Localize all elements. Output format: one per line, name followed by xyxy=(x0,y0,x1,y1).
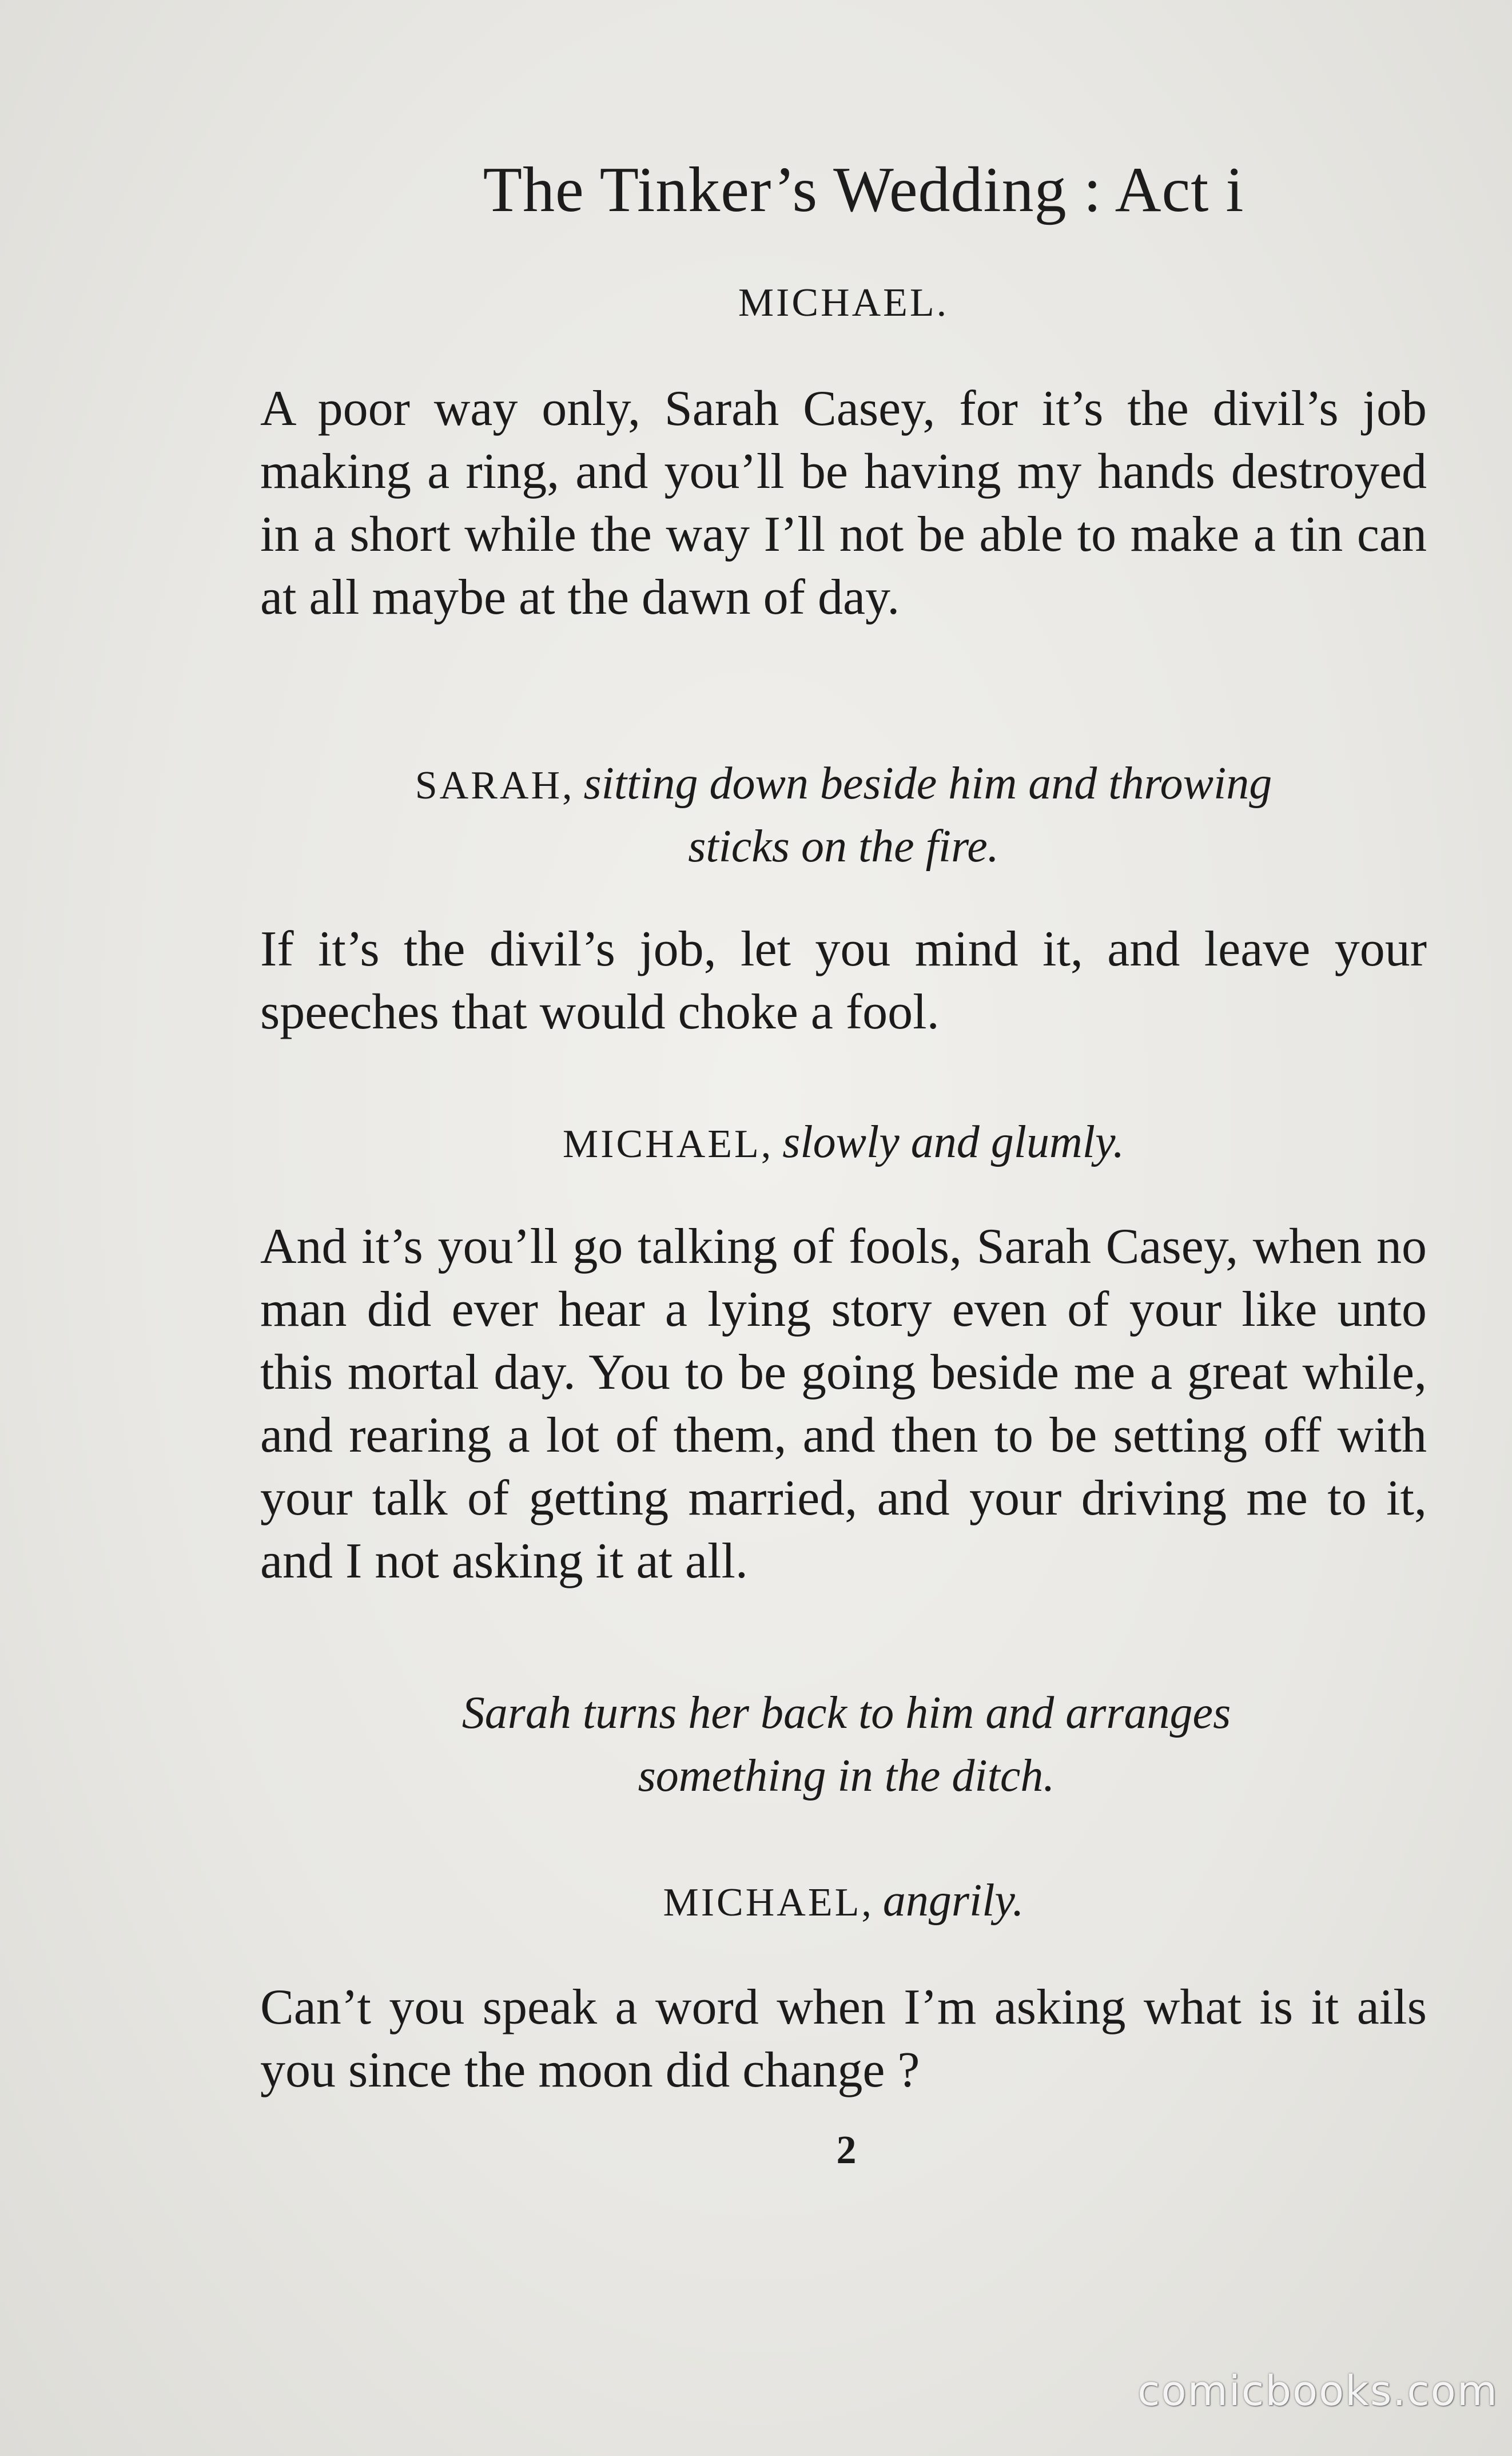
speaker-name: SARAH, xyxy=(415,764,575,808)
speaker-name: MICHAEL, xyxy=(562,1122,774,1166)
stage-direction: something in the ditch. xyxy=(638,1751,1055,1801)
speaker-heading xyxy=(260,1111,1427,1177)
speaker-heading-continued xyxy=(260,815,1427,881)
stage-direction-inline: slowly and glumly. xyxy=(782,1117,1125,1167)
speech-paragraph: Can’t you speak a word when I’m asking what is it ails you since the moon did change ? xyxy=(260,1980,1427,2098)
stage-direction-inline: sitting down beside him and throwing xyxy=(583,758,1272,809)
speaker-heading xyxy=(260,1869,1427,1935)
stage-direction-inline: sticks on the fire. xyxy=(688,821,999,872)
speech-paragraph: And it’s you’ll go talking of fools, Sarah Casey, when no man did ever hear a lying story even of your like unto this mortal day. You to be going beside me a great while, and rearing a lot of them, and then to be setting off with your talk of getting married, and your driving me to it, and I not asking it at all. xyxy=(260,1219,1427,1589)
stage-direction: Sarah turns her back to him and arranges xyxy=(461,1688,1231,1738)
watermark-logo: comicbooks.com xyxy=(1137,2367,1498,2415)
running-head: The Tinker’s Wedding : Act i xyxy=(483,154,1244,225)
speaker-name: MICHAEL. xyxy=(738,281,949,325)
page-number: 2 xyxy=(836,2128,857,2172)
speaker-name: MICHAEL, xyxy=(663,1881,874,1925)
speaker-heading xyxy=(260,272,1427,335)
stage-direction-inline: angrily. xyxy=(882,1875,1024,1926)
speech-paragraph: A poor way only, Sarah Casey, for it’s the divil’s job making a ring, and you’ll be having my hands destroyed in a short while the way I’ll not be able to make a tin can at all maybe at the dawn of day. xyxy=(260,381,1427,625)
speech-paragraph: If it’s the divil’s job, let you mind it, and leave your speeches that would choke a fool. xyxy=(260,921,1427,1040)
speaker-heading xyxy=(260,752,1427,818)
